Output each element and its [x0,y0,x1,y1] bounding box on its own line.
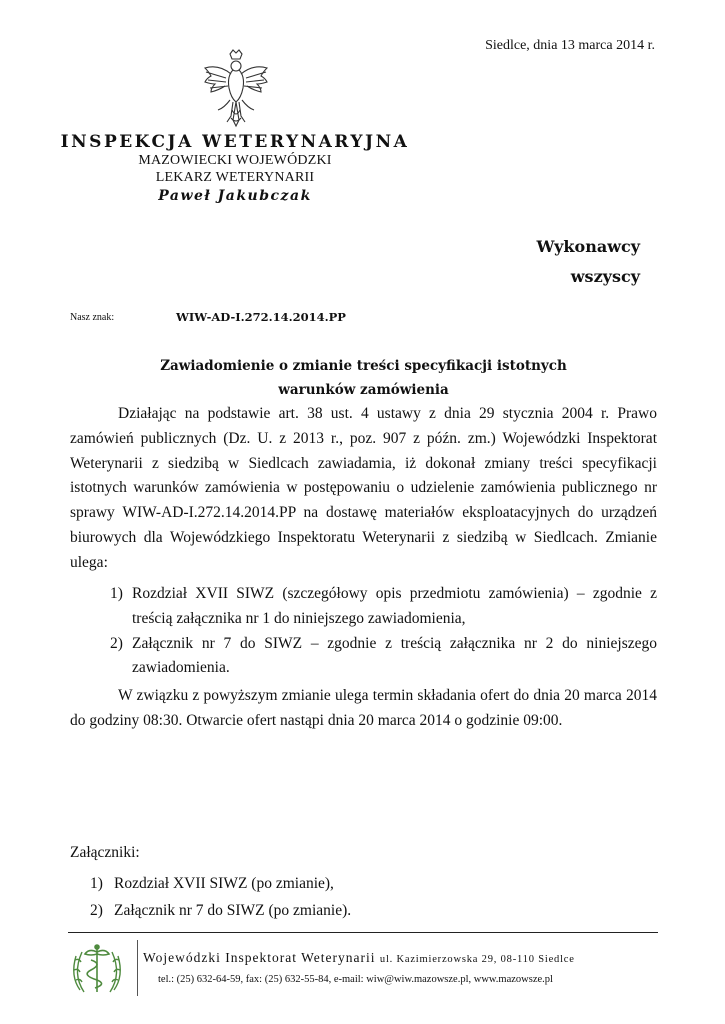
recipient-line-2: wszyscy [570,267,640,286]
subject-line-1: Zawiadomienie o zmianie treści specyfikacji istotnych [160,358,567,374]
subject-line-2: warunków zamówienia [278,382,449,398]
organization-line-1: MAZOWIECKI WOJEWÓDZKI [138,153,332,168]
body-paragraph-2: W związku z powyższym zmianie ulega termin składania ofert do dnia 20 marca 2014 do godziny 08:30. Otwarcie ofert nastąpi dnia 20 marca 2014 o godzinie 09:00. [70,687,657,729]
list-item-number: 2) [90,902,103,919]
changes-list [70,582,657,681]
veterinary-caduceus-logo-icon [66,940,128,998]
body-paragraph-1: Działając na podstawie art. 38 ust. 4 ustawy z dnia 29 stycznia 2004 r. Prawo zamówień publicznych (Dz. U. z 2013 r., poz. 907 z późn. zm.) Wojewódzki Inspektorat Weterynarii z siedzibą w Siedlcach zawiadamia, iż dokonał zmiany treści specyfikacji istotnych warunków zamówienia w postępowaniu o udzielenie zamówienia publicznego nr sprawy WIW-AD-I.272.14.2014.PP na dostawę materiałów eksploatacyjnych do urządzeń biurowych dla Wojewódzkiego Inspektoratu Weterynarii z siedzibą w Siedlcach. Zmianie ulega: [70,405,657,571]
footer-institution-line [143,950,575,966]
polish-eagle-emblem-icon [200,48,272,128]
list-item-text: Załącznik nr 7 do SIWZ – zgodnie z treścią załącznika nr 2 do niniejszego zawiadomienia. [132,634,657,677]
list-item-number: 2) [110,634,123,652]
reference-label: Nasz znak: [70,312,115,323]
footer-address: ul. Kazimierzowska 29, 08-110 Siedlce [379,954,575,965]
list-item [70,897,351,924]
list-item-number: 1) [110,585,123,602]
list-item [70,582,657,632]
organization-head-name: Paweł Jakubczak [158,188,312,204]
footer-institution: Wojewódzki Inspektorat Weterynarii [143,950,376,965]
letter-date: Siedlce, dnia 13 marca 2014 r. [485,38,655,53]
organization-title: INSPEKCJA WETERYNARYJNA [60,132,410,152]
footer-divider [68,932,658,933]
list-item-text: Załącznik nr 7 do SIWZ (po zmianie). [114,902,352,919]
footer-contact: tel.: (25) 632-64-59, fax: (25) 632-55-84, e-mail: wiw@wiw.mazowsze.pl, www.mazowsze.pl [158,974,553,985]
list-item-number: 1) [90,875,103,892]
organization-line-2: LEKARZ WETERYNARII [155,170,315,185]
recipient-line-1: Wykonawcy [536,237,640,256]
organization-block [60,132,410,204]
list-item [70,870,351,897]
attachments-list [70,870,351,924]
attachments-title: Załączniki: [70,844,140,861]
list-item-text: Rozdział XVII SIWZ (po zmianie), [114,875,334,892]
list-item-text: Rozdział XVII SIWZ (szczegółowy opis przedmiotu zamówienia) – zgodnie z treścią załącznika nr 1 do niniejszego zawiadomienia, [132,585,657,627]
footer-separator [137,940,138,996]
reference-number: WIW-AD-I.272.14.2014.PP [176,310,346,324]
letter-subject [70,354,657,402]
recipient-block [440,232,640,292]
list-item [70,632,657,682]
